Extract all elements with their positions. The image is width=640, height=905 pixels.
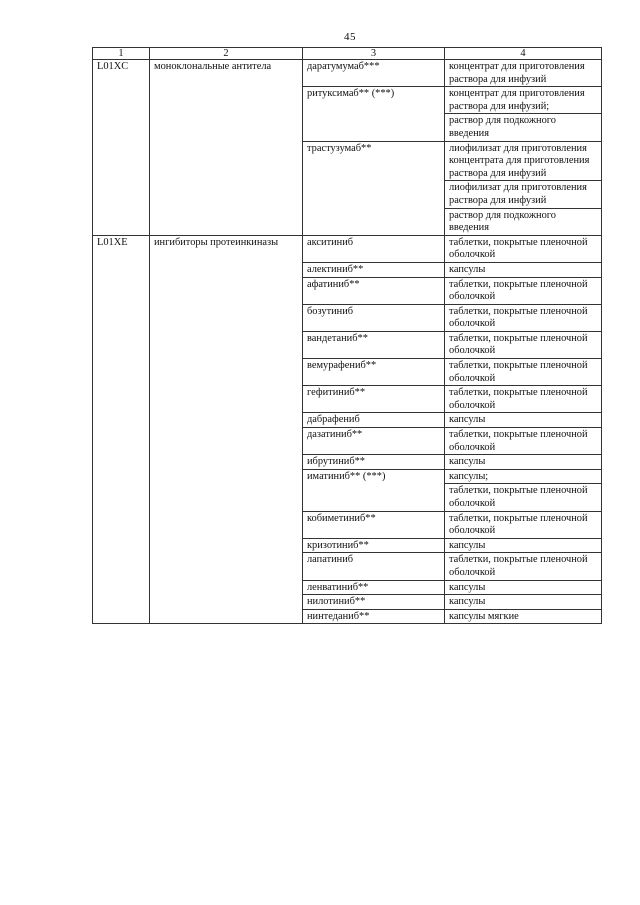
page-number: 45 [344,31,356,43]
dosage-form-cell: таблетки, покрытые пленочной оболочкой [445,428,602,455]
dosage-form-cell: таблетки, покрытые пленочной оболочкой [445,359,602,386]
dosage-form-cell: капсулы [445,413,602,428]
drug-name-cell: дабрафениб [303,413,445,428]
dosage-form-cell: капсулы [445,262,602,277]
drug-name-cell: кризотиниб** [303,538,445,553]
dosage-form-cell: капсулы [445,595,602,610]
dosage-form-cell: лиофилизат для приготовления раствора для инфузий [445,181,602,208]
atc-code-cell: L01XC [93,60,150,236]
atc-code-cell: L01XE [93,235,150,624]
table-body [93,60,602,624]
drug-name-cell: ибрутиниб** [303,455,445,470]
header-row [93,48,602,60]
drug-name-cell: ленватиниб** [303,580,445,595]
drug-name-cell: нинтеданиб** [303,609,445,624]
column-header-2: 2 [150,48,303,60]
drug-name-cell: ритуксимаб** (***) [303,87,445,141]
drug-name-cell: вандетаниб** [303,331,445,358]
dosage-form-cell: таблетки, покрытые пленочной оболочкой [445,484,602,511]
dosage-form-cell: таблетки, покрытые пленочной оболочкой [445,277,602,304]
drug-name-cell: бозутиниб [303,304,445,331]
drug-name-cell: кобиметиниб** [303,511,445,538]
dosage-form-cell: лиофилизат для приготовления концентрата для приготовления раствора для инфузий [445,141,602,181]
drug-name-cell: алектиниб** [303,262,445,277]
drug-name-cell: вемурафениб** [303,359,445,386]
dosage-form-cell: таблетки, покрытые пленочной оболочкой [445,386,602,413]
drug-name-cell: иматиниб** (***) [303,469,445,511]
drug-table [92,47,602,624]
dosage-form-cell: капсулы [445,538,602,553]
group-name-cell: ингибиторы протеинкиназы [150,235,303,624]
drug-name-cell: дазатиниб** [303,428,445,455]
dosage-form-cell: таблетки, покрытые пленочной оболочкой [445,304,602,331]
dosage-form-cell: таблетки, покрытые пленочной оболочкой [445,235,602,262]
dosage-form-cell: концентрат для приготовления раствора для инфузий [445,60,602,87]
dosage-form-cell: раствор для подкожного введения [445,114,602,141]
group-name-cell: моноклональные антитела [150,60,303,236]
drug-name-cell: гефитиниб** [303,386,445,413]
table-row [93,60,602,87]
dosage-form-cell: капсулы [445,580,602,595]
dosage-form-cell: капсулы; [445,469,602,484]
dosage-form-cell: таблетки, покрытые пленочной оболочкой [445,553,602,580]
dosage-form-cell: таблетки, покрытые пленочной оболочкой [445,511,602,538]
dosage-form-cell: концентрат для приготовления раствора для инфузий; [445,87,602,114]
dosage-form-cell: капсулы мягкие [445,609,602,624]
drug-name-cell: лапатиниб [303,553,445,580]
column-header-3: 3 [303,48,445,60]
column-header-4: 4 [445,48,602,60]
drug-name-cell: нилотиниб** [303,595,445,610]
dosage-form-cell: раствор для подкожного введения [445,208,602,235]
column-header-1: 1 [93,48,150,60]
dosage-form-cell: таблетки, покрытые пленочной оболочкой [445,331,602,358]
table-row [93,235,602,262]
table-header [93,48,602,60]
drug-name-cell: афатиниб** [303,277,445,304]
dosage-form-cell: капсулы [445,455,602,470]
drug-name-cell: трастузумаб** [303,141,445,235]
drug-name-cell: акситиниб [303,235,445,262]
drug-name-cell: даратумумаб*** [303,60,445,87]
